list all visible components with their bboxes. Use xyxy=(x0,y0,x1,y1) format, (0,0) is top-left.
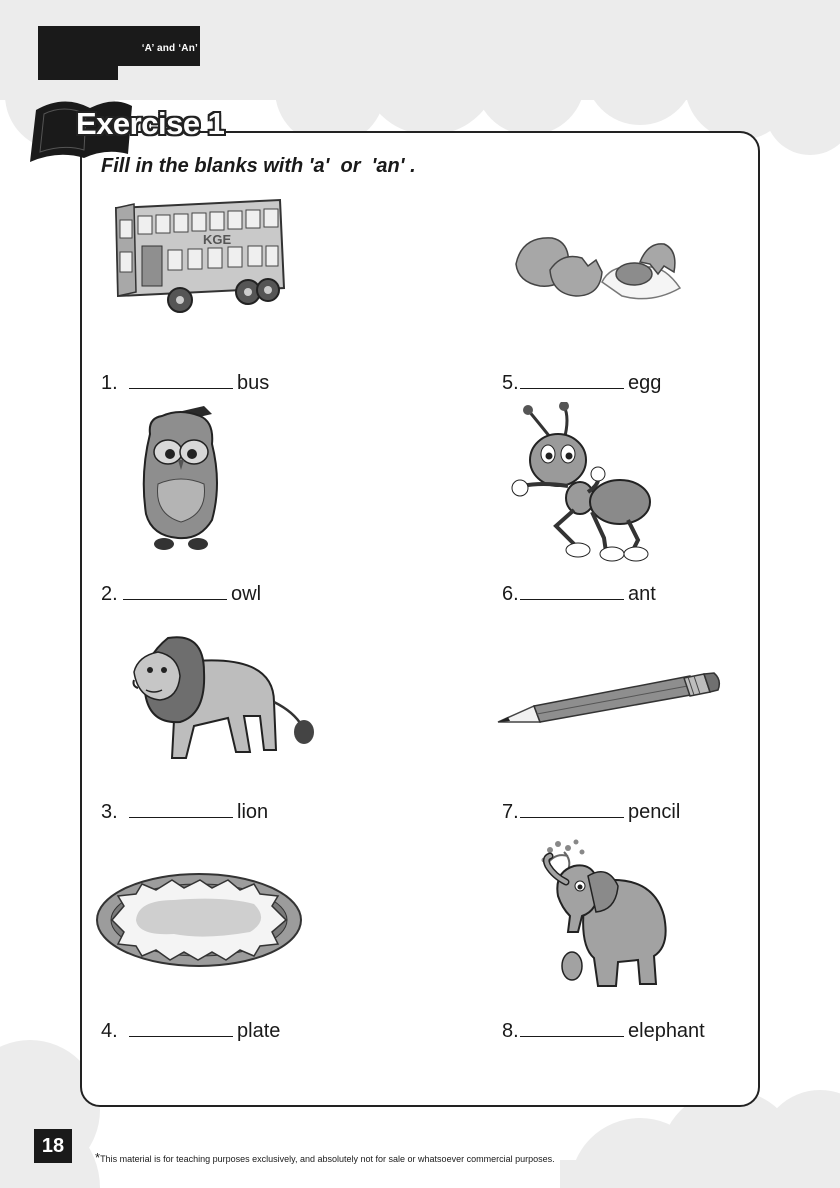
answer-blank[interactable] xyxy=(520,1020,624,1037)
answer-blank[interactable] xyxy=(520,583,624,600)
owl-illustration xyxy=(138,404,224,550)
item-word: plate xyxy=(237,1020,281,1042)
item-word: lion xyxy=(237,801,269,823)
answer-blank[interactable] xyxy=(129,1020,233,1037)
elephant-illustration xyxy=(524,836,672,994)
answer-blank[interactable] xyxy=(520,801,624,818)
list-item xyxy=(502,1020,705,1043)
section-label: ‘A’ and ‘An’ xyxy=(141,43,198,54)
item-number: 1. xyxy=(101,372,118,394)
answer-blank[interactable] xyxy=(129,372,233,389)
item-word: ant xyxy=(628,583,656,605)
section-tab-lower xyxy=(38,66,118,80)
footer-notice-text: This material is for teaching purposes exclusively, and absolutely not for sale or whatsoever commercial purposes. xyxy=(100,1154,555,1164)
item-word: bus xyxy=(237,372,270,394)
item-word: elephant xyxy=(628,1020,705,1042)
pencil-illustration xyxy=(494,670,722,730)
list-item xyxy=(502,583,656,606)
list-item xyxy=(502,801,680,824)
footer-notice xyxy=(95,1150,555,1165)
item-word: egg xyxy=(628,372,662,394)
item-number: 7. xyxy=(502,801,519,823)
lion-illustration xyxy=(124,632,318,768)
item-number: 2. xyxy=(101,583,118,605)
item-number: 4. xyxy=(101,1020,118,1042)
exercise-title: Exercise 1 xyxy=(76,106,225,141)
item-word: owl xyxy=(231,583,262,605)
bus-sign-text: KGE xyxy=(203,232,232,247)
instruction-text: Fill in the blanks with 'a' or 'an' . xyxy=(101,155,416,177)
list-item xyxy=(101,372,269,395)
item-number: 5. xyxy=(502,372,519,394)
item-number: 3. xyxy=(101,801,118,823)
answer-blank[interactable] xyxy=(520,372,624,389)
egg-illustration xyxy=(512,232,688,308)
bus-illustration xyxy=(108,196,288,320)
list-item xyxy=(101,583,261,606)
list-item xyxy=(101,1020,280,1043)
item-number: 6. xyxy=(502,583,519,605)
list-item xyxy=(101,801,268,824)
page-number: 18 xyxy=(34,1129,72,1163)
ant-illustration xyxy=(508,402,658,566)
footnote-star: * xyxy=(95,1150,101,1165)
item-number: 8. xyxy=(502,1020,519,1042)
item-word: pencil xyxy=(628,801,681,823)
list-item xyxy=(502,372,661,395)
plate-illustration xyxy=(94,870,304,970)
answer-blank[interactable] xyxy=(129,801,233,818)
answer-blank[interactable] xyxy=(123,583,227,600)
